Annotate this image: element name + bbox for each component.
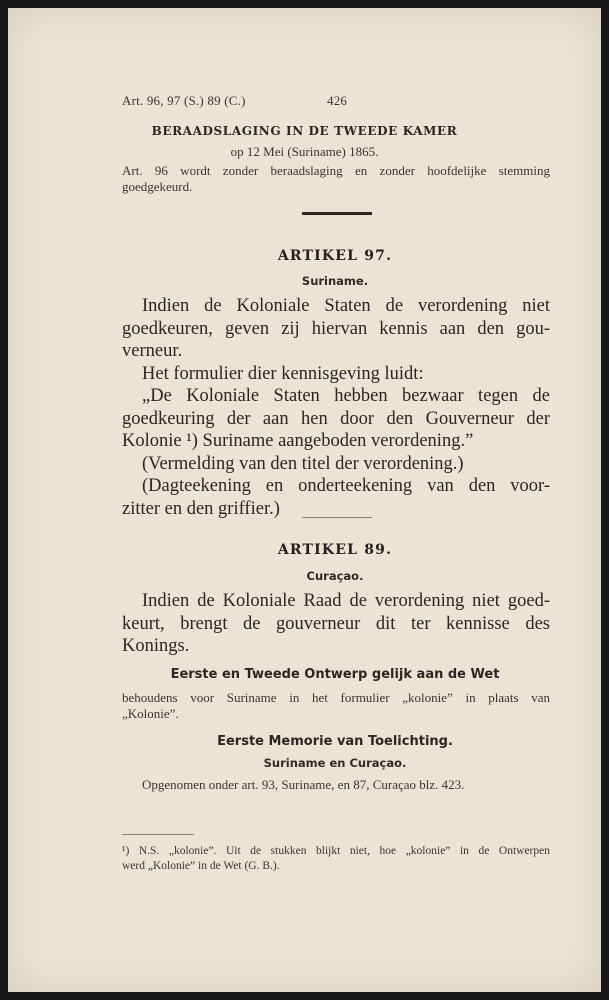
- debate-title: BERAADSLAGING IN DE TWEEDE KAMER: [151, 124, 458, 138]
- draft-text-line-2: „Kolonie”.: [122, 706, 179, 721]
- article-97-line: goedkeuring der aan hen door den Gouverneur der: [122, 408, 550, 429]
- article-97-subtitle: Suriname.: [301, 274, 369, 288]
- footnote-line-2: werd „Kolonie” in de Wet (G. B.).: [122, 860, 280, 872]
- memorie-text: Opgenomen onder art. 93, Suriname, en 87, Curaçao blz. 423.: [142, 777, 465, 792]
- section-divider-thin: [302, 517, 372, 518]
- debate-text: [122, 163, 550, 195]
- memorie-heading: Eerste Memorie van Toelichting.: [217, 734, 453, 749]
- article-97-line: verneur.: [122, 341, 183, 361]
- article-97-line: Indien de Koloniale Staten de verordening niet: [142, 296, 550, 316]
- article-97-title: ARTIKEL 97.: [277, 248, 393, 264]
- article-89-line: Konings.: [122, 636, 190, 656]
- article-97-line: goedkeuren, geven zij hiervan kennis aan den gou-: [122, 318, 550, 339]
- draft-text-line-1: behoudens voor Suriname in het formulier „kolonie” in plaats van: [122, 690, 550, 705]
- running-head: [122, 93, 350, 109]
- draft-heading: Eerste en Tweede Ontwerp gelijk aan de Wet: [170, 667, 500, 682]
- debate-text-line-1: Art. 96 wordt zonder beraadslaging en zonder hoofdelijke stemming: [122, 163, 550, 178]
- footnote-line-1: ¹) N.S. „kolonie”. Uit de stukken blijkt niet, hoe „kolonie” in de Ontwerpen: [122, 845, 550, 857]
- article-89-subtitle: Curaçao.: [306, 569, 364, 583]
- page-number: 426: [327, 93, 348, 108]
- footnote-rule: [122, 834, 194, 835]
- draft-text: [122, 690, 550, 722]
- article-89-line: keurt, brengt de gouverneur dit ter kennisse des: [122, 613, 550, 634]
- article-97-line: Kolonie ¹) Suriname aangeboden verordening.”: [122, 431, 474, 451]
- article-97-line: „De Koloniale Staten hebben bezwaar tegen de: [142, 386, 550, 406]
- debate-text-line-2: goedgekeurd.: [122, 179, 193, 194]
- article-97-line: Het formulier dier kennisgeving luidt:: [142, 363, 424, 384]
- memorie-subheading: Suriname en Curaçao.: [263, 756, 407, 770]
- section-divider-thick: [302, 212, 372, 215]
- article-97-line: (Dagteekening en onderteekening van den voor-: [142, 476, 550, 496]
- article-97-line: zitter en den griffier.): [122, 498, 280, 519]
- debate-date: op 12 Mei (Suriname) 1865.: [230, 144, 379, 159]
- article-97-line: (Vermelding van den titel der verordening.): [142, 453, 464, 474]
- article-89-line: Indien de Koloniale Raad de verordening niet goed-: [142, 591, 550, 611]
- article-89-body: [122, 590, 550, 658]
- article-97-body: [122, 295, 550, 520]
- article-89-title: ARTIKEL 89.: [277, 542, 393, 558]
- footnote: [122, 844, 550, 874]
- running-head-articles: Art. 96, 97 (S.) 89 (C.): [122, 93, 246, 108]
